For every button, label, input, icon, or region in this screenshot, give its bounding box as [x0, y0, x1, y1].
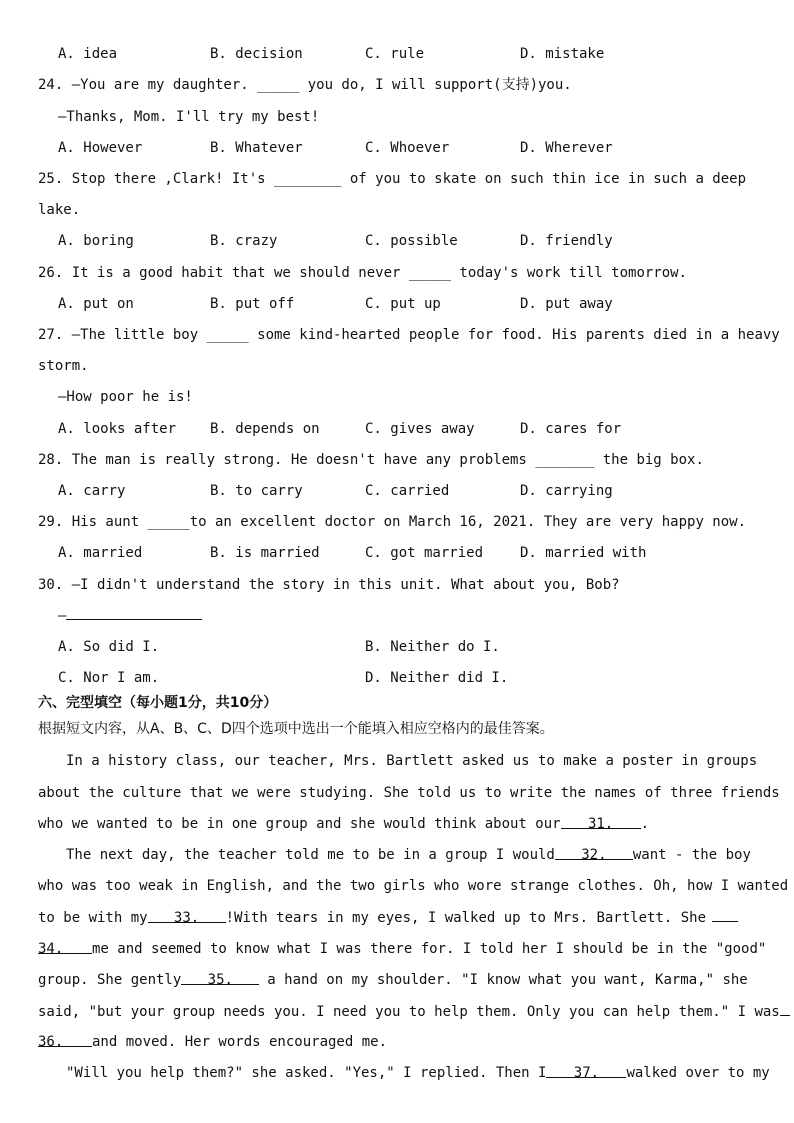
q27-option-c: C. gives away [365, 421, 475, 437]
q24-options [58, 137, 788, 159]
q28-question: 28. The man is really strong. He doesn't have any problems _______ the big box. [38, 452, 704, 468]
q23-options [58, 43, 788, 65]
q30-options-row1 [58, 636, 788, 658]
q27-question: 27. —The little boy _____ some kind-hearted people for food. His parents died in a heavy [38, 327, 780, 343]
q25-option-b: B. crazy [210, 233, 278, 249]
q28-options [58, 480, 788, 502]
q27-options [58, 418, 788, 440]
blank-35[interactable]: 35. [181, 969, 259, 985]
passage-line: about the culture that we were studying. She told us to write the names of three friends [38, 785, 780, 801]
blank-36[interactable]: 36. [38, 1031, 92, 1047]
q27-question-cont: storm. [38, 358, 89, 374]
q29-option-d: D. married with [520, 545, 647, 561]
q29-option-b: B. is married [210, 545, 320, 561]
q26-option-a: A. put on [58, 296, 134, 312]
q30-question: 30. —I didn't understand the story in this unit. What about you, Bob? [38, 577, 620, 593]
q29-question: 29. His aunt _____to an excellent doctor on March 16, 2021. They are very happy now. [38, 514, 747, 530]
passage-line: 36. and moved. Her words encouraged me. [38, 1031, 768, 1053]
q30-option-d: D. Neither did I. [365, 670, 509, 686]
blank-34[interactable]: 34. [38, 938, 92, 954]
q23-option-d: D. mistake [520, 46, 605, 62]
q23-option-c: C. rule [365, 46, 425, 62]
q24-option-d: D. Wherever [520, 140, 613, 156]
q25-option-d: D. friendly [520, 233, 613, 249]
q26-options [58, 293, 788, 315]
q29-option-c: C. got married [365, 545, 484, 561]
section-heading: 六、完型填空（每小题1分，共10分） [38, 695, 278, 711]
q28-option-b: B. to carry [210, 483, 303, 499]
q29-options [58, 542, 788, 564]
q23-option-b: B. decision [210, 46, 303, 62]
q30-option-c: C. Nor I am. [58, 670, 160, 686]
passage-line: 34. me and seemed to know what I was there for. I told her I should be in the "good" [38, 938, 768, 960]
q30-options-row2 [58, 667, 788, 689]
passage-line: group. She gently 35. a hand on my shoulder. "I know what you want, Karma," she [38, 969, 768, 991]
q30-answer-blank [66, 604, 202, 620]
passage-line: In a history class, our teacher, Mrs. Bartlett asked us to make a poster in groups [66, 753, 758, 769]
q30-response [58, 604, 788, 626]
section-instruction: 根据短文内容，从A、B、C、D四个选项中选出一个能填入相应空格内的最佳答案。 [38, 721, 554, 737]
passage-line: said, "but your group needs you. I need you to help them. Only you can help them." I was [38, 1000, 768, 1022]
q24-option-c: C. Whoever [365, 140, 450, 156]
q24-option-b: B. Whatever [210, 140, 303, 156]
q26-option-d: D. put away [520, 296, 613, 312]
blank-31[interactable]: 31. [561, 813, 641, 829]
q26-question: 26. It is a good habit that we should never _____ today's work till tomorrow. [38, 265, 688, 281]
blank-32[interactable]: 32. [555, 844, 633, 860]
q27-option-a: A. looks after [58, 421, 177, 437]
q26-option-b: B. put off [210, 296, 295, 312]
q25-option-c: C. possible [365, 233, 458, 249]
q25-question-cont: lake. [38, 202, 81, 218]
passage-line: who was too weak in English, and the two girls who wore strange clothes. Oh, how I wanted [38, 878, 789, 894]
blank-33[interactable]: 33. [148, 907, 226, 923]
q28-option-c: C. carried [365, 483, 450, 499]
q23-option-a: A. idea [58, 46, 118, 62]
q28-option-d: D. carrying [520, 483, 613, 499]
passage-line: to be with my 33. !With tears in my eyes, I walked up to Mrs. Bartlett. She [38, 906, 768, 928]
blank-34-start [712, 906, 738, 922]
passage-line: who we wanted to be in one group and she would think about our 31. . [38, 813, 768, 835]
q30-dash: — [58, 608, 67, 624]
q24-response: —Thanks, Mom. I'll try my best! [58, 109, 320, 125]
q24-question: 24. —You are my daughter. _____ you do, I will support(支持)you. [38, 77, 572, 93]
q27-option-d: D. cares for [520, 421, 622, 437]
q27-option-b: B. depends on [210, 421, 320, 437]
q30-option-b: B. Neither do I. [365, 639, 500, 655]
q25-option-a: A. boring [58, 233, 134, 249]
passage-line: The next day, the teacher told me to be in a group I would 32. want - the boy [66, 844, 794, 866]
q28-option-a: A. carry [58, 483, 126, 499]
q26-option-c: C. put up [365, 296, 441, 312]
q27-response: —How poor he is! [58, 389, 193, 405]
blank-37[interactable]: 37. [546, 1062, 626, 1078]
passage-line: "Will you help them?" she asked. "Yes," I replied. Then I 37. walked over to my [66, 1062, 794, 1084]
q30-option-a: A. So did I. [58, 639, 160, 655]
q24-option-a: A. However [58, 140, 143, 156]
q25-question: 25. Stop there ,Clark! It's ________ of you to skate on such thin ice in such a deep [38, 171, 747, 187]
q29-option-a: A. married [58, 545, 143, 561]
blank-36-start [780, 1000, 790, 1016]
q25-options [58, 230, 788, 252]
